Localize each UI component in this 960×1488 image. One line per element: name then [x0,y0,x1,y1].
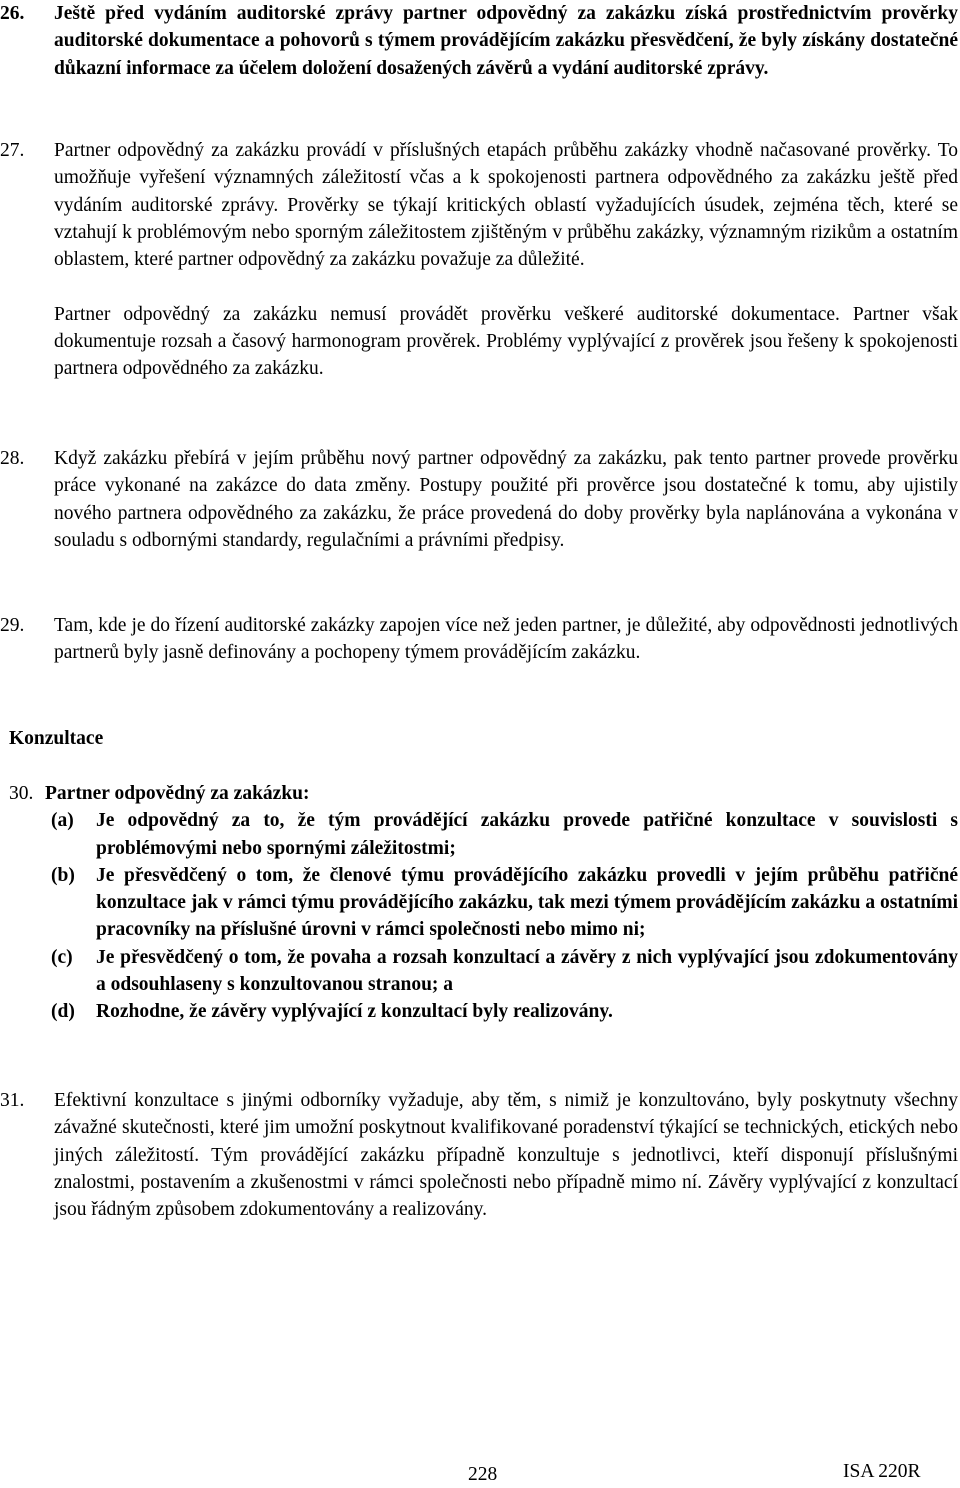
list-item-text: Je přesvědčený o tom, že povaha a rozsah konzultací a závěry z nich vyplývající jsou zdokumentovány a odsouhlaseny s konzultovanou stranou; a [96,946,958,996]
list-item [0,807,960,862]
list-item-label: (c) [51,946,73,968]
paragraph-31 [0,1087,960,1223]
paragraph-text: Tam, kde je do řízení auditorské zakázky zapojen více než jeden partner, je důležité, aby odpovědnosti jednotlivých partnerů byly jasně definovány a pochopeny týmem provádějícím zakázku. [54,615,958,664]
paragraph-number: 30. [9,783,34,804]
standard-label: ISA 220R [843,1461,921,1482]
page-number: 228 [468,1464,498,1485]
paragraph-number: 31. [0,1090,25,1111]
paragraph-28 [0,445,960,554]
paragraph-number: 29. [0,615,25,636]
list-item-label: (d) [51,1001,75,1023]
paragraph-27 [0,137,960,383]
paragraph-text: Ještě před vydáním auditorské zprávy partner odpovědný za zakázku získá prostřednictvím prověrky auditorské dokumentace a pohovorů s týmem provádějícím zakázku přesvědčení, že byly získány dostatečné důkazní informace za účelem doložení dosažených závěrů a vydání auditorské zprávy. [54,3,958,79]
paragraph-26 [0,0,960,82]
list-item-text: Je přesvědčený o tom, že členové týmu provádějícího zakázku provedli v jejím průběhu patřičné konzultace jak v rámci týmu provádějícího zakázku, tak mezi týmem provádějícím zakázku a ostatními pracovníky na příslušné úrovni v rámci společnosti nebo mimo ni; [96,864,958,941]
list-item-label: (b) [51,864,75,886]
list-item [0,944,960,999]
paragraph-30 [0,780,960,1026]
paragraph-29 [0,612,960,667]
section-heading: Konzultace [9,728,104,749]
paragraph-lead: Partner odpovědný za zakázku: [45,783,310,804]
paragraph-number: 26. [0,3,25,24]
list-item [0,862,960,944]
paragraph-text: Když zakázku přebírá v jejím průběhu nový partner odpovědný za zakázku, pak tento partner provede prověrku práce vykonané na zakázce do data změny. Postupy použité při prověrce jsou dostatečné k tomu, aby ujistily nového partnera odpovědného za zakázku, že práce provedená do doby prověrky byla naplánována a vykonána v souladu s odbornými standardy, regulačními a právními předpisy. [54,448,958,551]
paragraph-text: Efektivní konzultace s jinými odborníky vyžaduje, aby těm, s nimiž je konzultováno, byly poskytnuty všechny závažné skutečnosti, které jim umožní poskytnout kvalifikované poradenství týkající se technických, etických nebo jiných záležitostí. Tým provádějící zakázku případně konzultuje s jednotlivci, kteří disponují příslušnými znalostmi, postavením a zkušenostmi v rámci společnosti nebo případně mimo ní. Závěry vyplývající z konzultací jsou řádným způsobem zdokumentovány a realizovány. [54,1090,958,1221]
list-item-text: Rozhodne, že závěry vyplývající z konzultací byly realizovány. [96,1001,613,1023]
list-item-label: (a) [51,810,74,832]
list-item [0,998,960,1025]
list-item-text: Je odpovědný za to, že tým provádějící zakázku provede patřičné konzultace v souvislosti s problémovými nebo spornými záležitostmi; [96,810,958,859]
paragraph-number: 28. [0,448,25,469]
paragraph-text: Partner odpovědný za zakázku provádí v příslušných etapách průběhu zakázky vhodně načasované prověrky. To umožňuje vyřešení významných záležitostí včas a k spokojenosti partnera odpovědného za zakázku ještě před vydáním auditorské zprávy. Prověrky se týkají kritických oblastí vyžadujících úsudek, zejména těch, které se vztahují k problémovým nebo sporným záležitostem zjištěným v průběhu zakázky, významným rizikům a ostatním oblastem, které partner odpovědný za zakázku považuje za důležité. [54,140,958,271]
paragraph-number: 27. [0,140,25,161]
paragraph-text-continued: Partner odpovědný za zakázku nemusí provádět prověrku veškeré auditorské dokumentace. Partner však dokumentuje rozsah a časový harmonogram prověrek. Problémy vyplývající z prověrek jsou řešeny k spokojenosti partnera odpovědného za zakázku. [54,303,958,380]
